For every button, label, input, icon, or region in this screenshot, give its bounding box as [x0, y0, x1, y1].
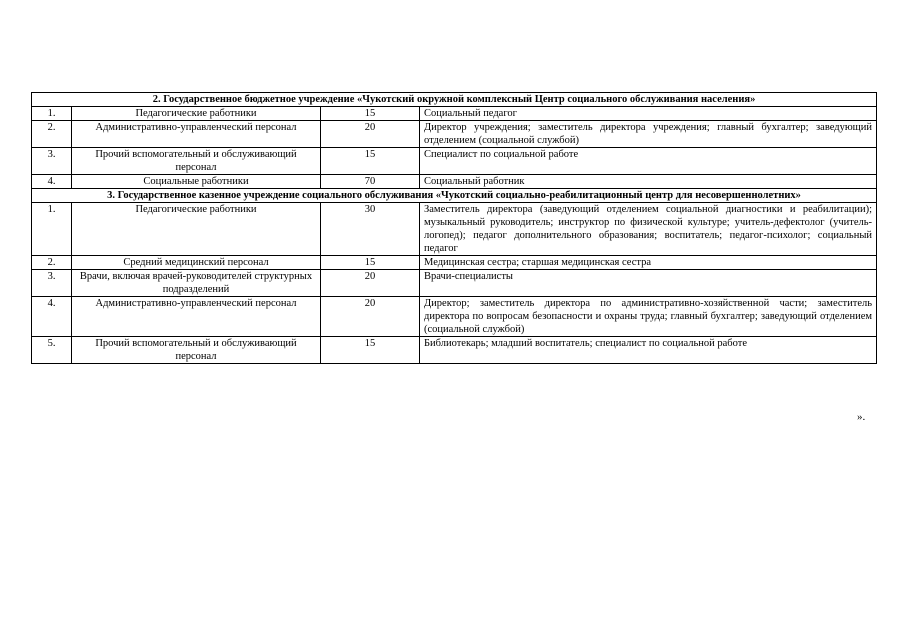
staff-count: 15 — [321, 337, 420, 364]
closing-quote-mark: ». — [857, 411, 866, 423]
section-header-row — [32, 93, 877, 107]
positions: Директор учреждения; заместитель директора учреждения; главный бухгалтер; заведующий отделением (социальной службой) — [420, 121, 877, 148]
row-number: 3. — [32, 148, 72, 175]
row-number: 2. — [32, 256, 72, 270]
staff-count: 30 — [321, 203, 420, 256]
staff-category: Прочий вспомогательный и обслуживающий персонал — [72, 148, 321, 175]
table-row — [32, 270, 877, 297]
positions: Медицинская сестра; старшая медицинская сестра — [420, 256, 877, 270]
staff-count: 15 — [321, 148, 420, 175]
staff-category: Педагогические работники — [72, 203, 321, 256]
staff-category: Врачи, включая врачей-руководителей структурных подразделений — [72, 270, 321, 297]
staff-count: 20 — [321, 121, 420, 148]
staff-category: Средний медицинский персонал — [72, 256, 321, 270]
staff-category: Социальные работники — [72, 175, 321, 189]
staff-count: 20 — [321, 270, 420, 297]
row-number: 2. — [32, 121, 72, 148]
row-number: 1. — [32, 203, 72, 256]
table-row — [32, 107, 877, 121]
staff-count: 15 — [321, 256, 420, 270]
table-row — [32, 337, 877, 364]
staff-category: Административно-управленческий персонал — [72, 121, 321, 148]
row-number: 3. — [32, 270, 72, 297]
staff-category: Административно-управленческий персонал — [72, 297, 321, 337]
table-row — [32, 297, 877, 337]
staff-count: 70 — [321, 175, 420, 189]
positions: Директор; заместитель директора по административно-хозяйственной части; заместитель директора по вопросам безопасности и охраны труда; главный бухгалтер; заведующий отделением (социальной службой) — [420, 297, 877, 337]
positions: Специалист по социальной работе — [420, 148, 877, 175]
row-number: 4. — [32, 175, 72, 189]
table-row — [32, 175, 877, 189]
section-header-row — [32, 189, 877, 203]
section-title: 2. Государственное бюджетное учреждение «Чукотский окружной комплексный Центр социального обслуживания населения» — [32, 93, 877, 107]
section-title: 3. Государственное казенное учреждение социального обслуживания «Чукотский социально-реабилитационный центр для несовершеннолетних» — [32, 189, 877, 203]
row-number: 4. — [32, 297, 72, 337]
table-row — [32, 203, 877, 256]
positions: Заместитель директора (заведующий отделением социальной диагностики и реабилитации); музыкальный руководитель; инструктор по физической культуре; учитель-дефектолог (учитель-логопед); педагог дополнительного образования; воспитатель; педагог-психолог; социальный педагог — [420, 203, 877, 256]
table-row — [32, 256, 877, 270]
positions: Социальный педагог — [420, 107, 877, 121]
staff-count: 15 — [321, 107, 420, 121]
staff-table — [31, 92, 877, 364]
staff-category: Прочий вспомогательный и обслуживающий персонал — [72, 337, 321, 364]
row-number: 1. — [32, 107, 72, 121]
positions: Библиотекарь; младший воспитатель; специалист по социальной работе — [420, 337, 877, 364]
staff-count: 20 — [321, 297, 420, 337]
staff-category: Педагогические работники — [72, 107, 321, 121]
table-row — [32, 121, 877, 148]
table-row — [32, 148, 877, 175]
row-number: 5. — [32, 337, 72, 364]
positions: Врачи-специалисты — [420, 270, 877, 297]
positions: Социальный работник — [420, 175, 877, 189]
